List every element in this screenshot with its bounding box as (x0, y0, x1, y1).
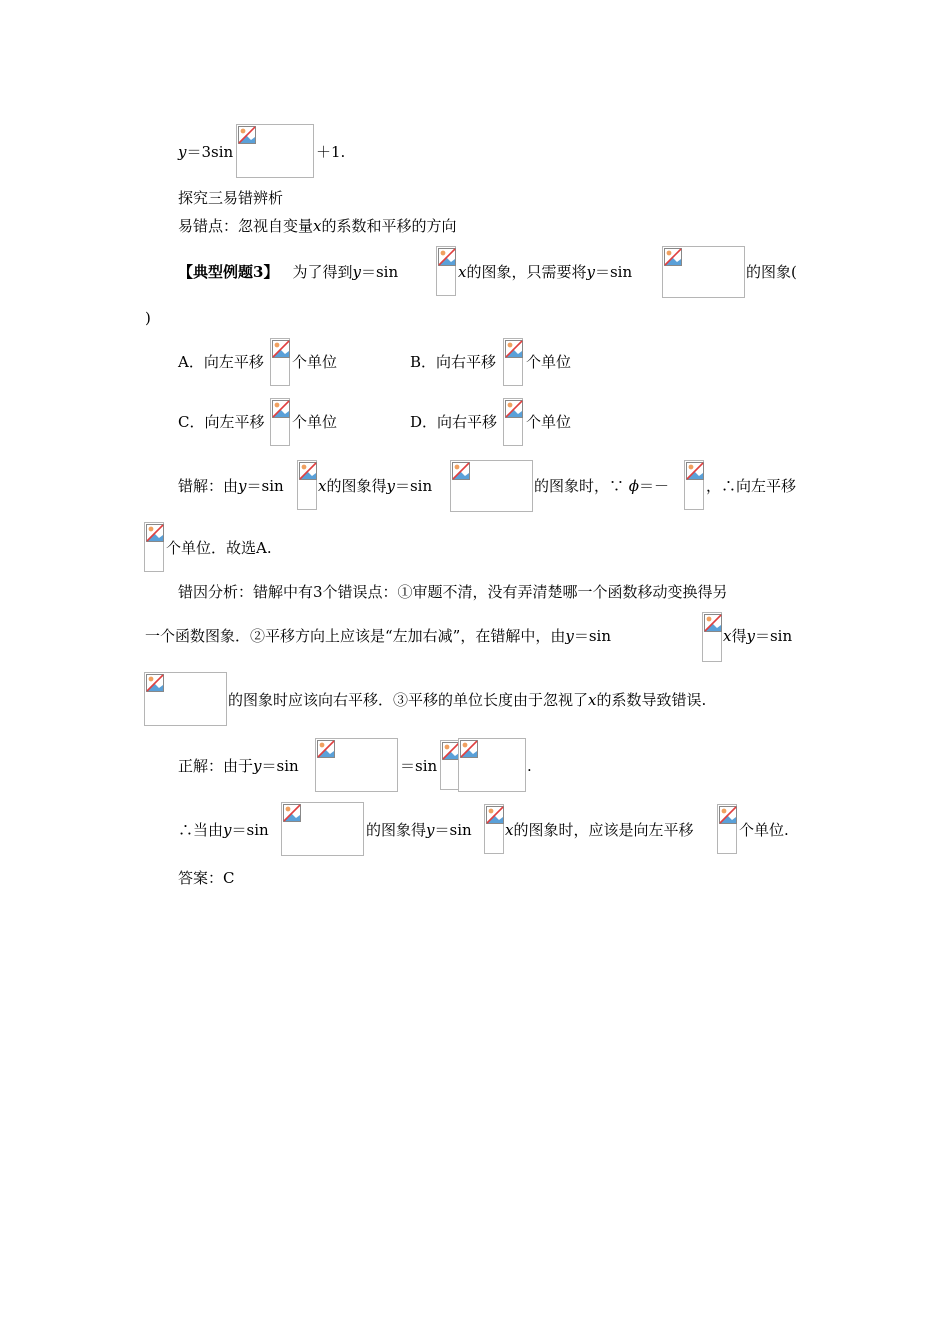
broken-image-icon (505, 340, 523, 358)
analysis-line-2 (145, 626, 611, 646)
var-y: y (386, 477, 395, 495)
formula-image-8 (702, 612, 722, 662)
section-heading: 探究三易错辨析 (178, 189, 284, 207)
broken-image-icon (505, 400, 523, 418)
formula-image-6 (684, 460, 704, 510)
var-x: x (318, 477, 327, 495)
text-plus-one: ＋1. (316, 143, 346, 161)
option-a-image (270, 338, 290, 386)
text: 的系数导致错误. (596, 691, 707, 709)
formula-image-7 (144, 522, 164, 572)
option-d-image (503, 398, 523, 446)
formula-image-5 (450, 460, 533, 512)
option-c-unit: 个单位 (292, 413, 338, 431)
example-question-line (178, 262, 398, 282)
text: 得 (731, 627, 747, 645)
formula-image-3 (662, 246, 745, 298)
text-sin: ＝sin (573, 627, 611, 645)
formula-image-4 (297, 460, 317, 510)
formula-image-1 (236, 124, 314, 178)
broken-image-icon (438, 248, 456, 266)
option-b-image (503, 338, 523, 386)
correct-solution-line (178, 756, 299, 776)
analysis-line-3 (228, 690, 706, 710)
formula-line-1-tail (316, 142, 345, 162)
text: 的图象时应该向右平移．③平移的单位长度由于忽视了 (228, 691, 589, 709)
correct-solution-tail: . (527, 757, 532, 775)
var-y: y (426, 821, 435, 839)
broken-image-icon (146, 674, 164, 692)
paren-close: ) (145, 309, 151, 327)
example-question-line-tail: 的图象( (746, 263, 797, 281)
text: 一个函数图象．②平移方向上应该是“左加右减”，在错解中，由 (145, 627, 566, 645)
text: 的图象时，应该是向左平移 (513, 821, 694, 839)
var-y: y (253, 757, 262, 775)
formula-image-2 (436, 246, 456, 296)
broken-image-icon (486, 806, 504, 824)
var-y: y (238, 477, 247, 495)
broken-image-icon (460, 740, 478, 758)
example-label: 【典型例题3】 (178, 263, 279, 281)
broken-image-icon (272, 400, 290, 418)
option-b-unit: 个单位 (526, 353, 572, 371)
option-b-label: B．向右平移 (410, 353, 497, 371)
text-sin: ＝sin (231, 821, 269, 839)
conclusion-tail: 个单位. (739, 821, 789, 839)
conclusion-line (178, 820, 269, 840)
wrong-solution-mid2 (534, 476, 669, 496)
text-sin: ＝sin (394, 477, 433, 495)
formula-image-12 (458, 738, 526, 792)
text: 的图象得 (326, 477, 387, 495)
var-y: y (352, 263, 361, 281)
option-c-label: C．向左平移 (178, 413, 265, 431)
broken-image-icon (299, 462, 317, 480)
broken-image-icon (238, 126, 256, 144)
text-sin: ＝3sin (186, 143, 234, 161)
broken-image-icon (317, 740, 335, 758)
text-sin: ＝sin (434, 821, 472, 839)
var-x: x (505, 821, 514, 839)
wrong-solution-tail: ，∴向左平移 (706, 477, 797, 495)
conclusion-mid (366, 820, 472, 840)
text: 的图象得 (366, 821, 427, 839)
wrong-solution-mid (318, 476, 432, 496)
var-y: y (178, 143, 187, 161)
broken-image-icon (664, 248, 682, 266)
option-c-image (270, 398, 290, 446)
correct-solution-mid: ＝sin (400, 757, 438, 775)
var-y: y (565, 627, 574, 645)
var-x: x (313, 217, 322, 235)
var-y: y (746, 627, 755, 645)
var-x: x (458, 263, 467, 281)
option-d-unit: 个单位 (526, 413, 572, 431)
conclusion-mid2 (505, 820, 693, 840)
analysis-line-2-tail (723, 626, 792, 646)
text: ＝－ (639, 477, 670, 495)
text-sin: ＝sin (594, 263, 633, 281)
formula-image-15 (717, 804, 737, 854)
broken-image-icon (283, 804, 301, 822)
formula-image-14 (484, 804, 504, 854)
text: 的系数和平移的方向 (321, 217, 457, 235)
option-a-label: A．向左平移 (178, 353, 264, 371)
text: 的图象时，∵ (534, 477, 625, 495)
var-y: y (586, 263, 595, 281)
text-sin: ＝sin (754, 627, 793, 645)
text-sin: ＝sin (246, 477, 284, 495)
broken-image-icon (704, 614, 722, 632)
broken-image-icon (686, 462, 704, 480)
text: 易错点：忽视自变量 (178, 217, 314, 235)
formula-image-9 (144, 672, 227, 726)
var-y: y (223, 821, 232, 839)
var-x: x (588, 691, 597, 709)
wrong-solution-line (178, 476, 284, 496)
text: 错解：由 (178, 477, 239, 495)
var-phi: ϕ (628, 477, 640, 495)
formula-image-13 (281, 802, 364, 856)
option-a-unit: 个单位 (292, 353, 338, 371)
var-x: x (723, 627, 732, 645)
answer-line: 答案：C (178, 869, 235, 887)
text: 为了得到 (292, 263, 353, 281)
broken-image-icon (719, 806, 737, 824)
broken-image-icon (146, 524, 164, 542)
broken-image-icon (452, 462, 470, 480)
text: 正解：由于 (178, 757, 254, 775)
text-sin: ＝sin (261, 757, 299, 775)
formula-image-11 (440, 740, 460, 790)
example-question-line-mid (458, 262, 632, 282)
analysis-line-1: 错因分析：错解中有3个错误点：①审题不清，没有弄清楚哪一个函数移动变换得另 (178, 583, 728, 601)
broken-image-icon (272, 340, 290, 358)
text-sin: ＝sin (360, 263, 399, 281)
text: ∴当由 (178, 821, 224, 839)
text: 的图象，只需要将 (466, 263, 587, 281)
wrong-solution-line-2: 个单位．故选A. (166, 539, 272, 557)
error-point-line (178, 216, 457, 236)
option-d-label: D．向右平移 (410, 413, 498, 431)
formula-line-1 (178, 142, 233, 162)
formula-image-10 (315, 738, 398, 792)
